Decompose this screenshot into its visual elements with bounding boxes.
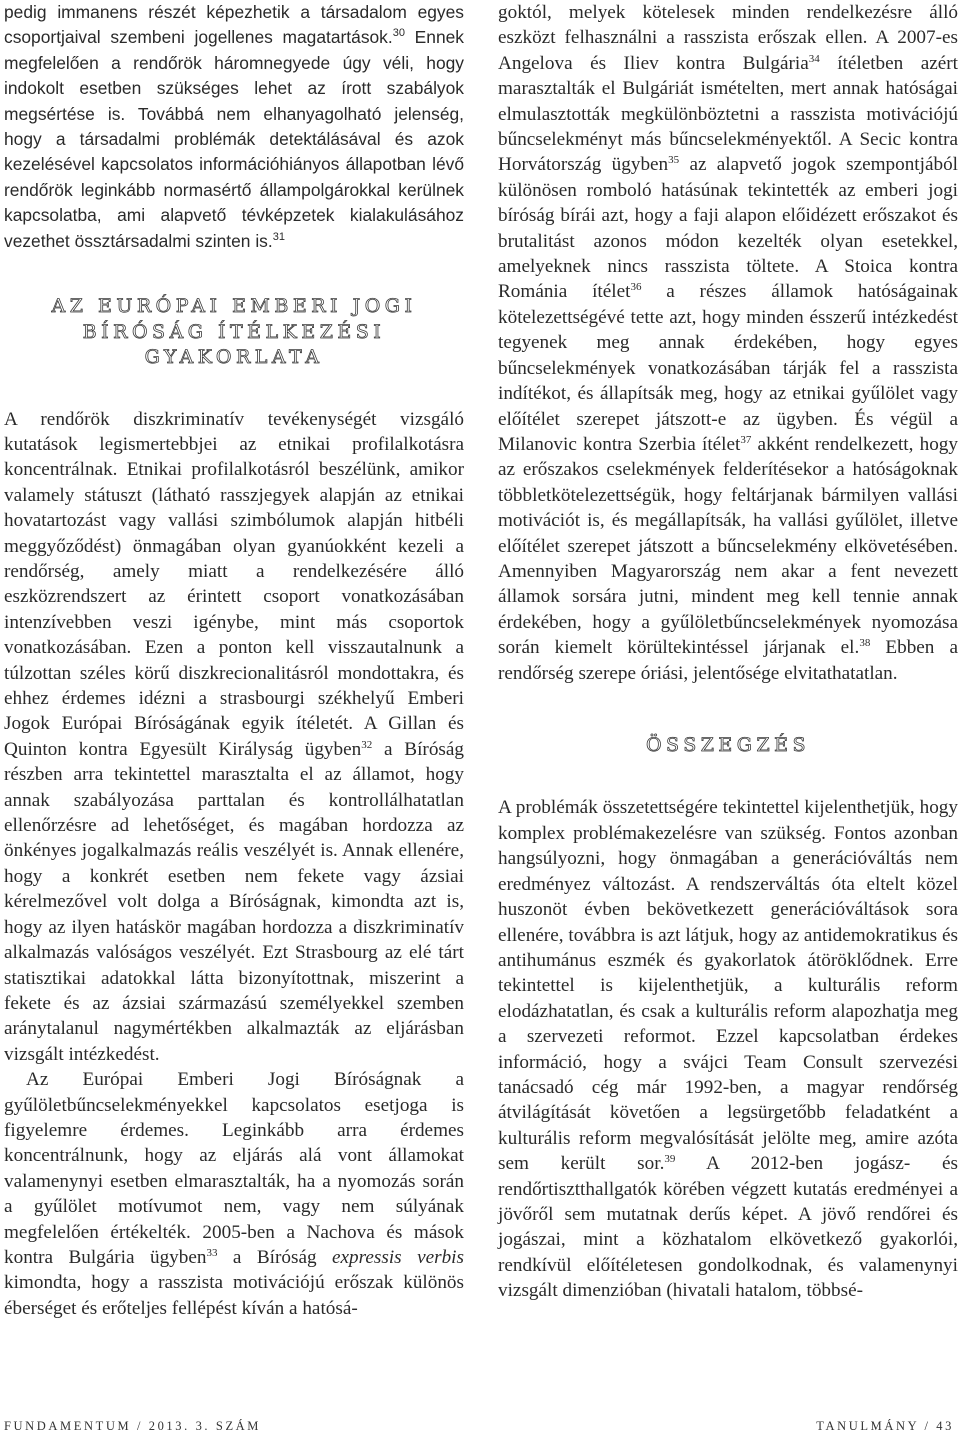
footnote-ref[interactable]: 30 [392,27,405,40]
footer-journal: FUNDAMENTUM / 2013. 3. SZÁM [4,1419,262,1433]
footnote-ref[interactable]: 35 [668,154,680,167]
text-span: ítéletben azért marasztalták el Bulgáriát ismételten, mert annak hatóságai elmulasztották megkülönböztetni a rasszista motivációjú bűncselekményt más bűncselekményektől. A Secic kontra Horvátország ügyben [498,52,958,176]
footnote-ref[interactable]: 31 [272,230,285,243]
text-span: a részes államok hatóságainak kötelezettségévé tette azt, hogy minden ésszerű intézkedést tegyenek meg annak érdekében, hogy egyes bűncselekmények vonatkozásában tárják fel a rasszista indítékot, és állapítsák meg, hogy az etnikai gyűlölet vagy előítélet szerepet játszott-e az ügyben. És végül a Milanovic kontra Szerbia ítélet [498,281,958,455]
text-span: akként rendelkezett, hogy az erőszakos cselekmények felderítésekor a hatóságoknak többletkötelezettségük, hogy feltárjanak bármilyen vallási motivációt is, és megállapítsák, ha vallási gyűlölet, illetve előítélet szerepet játszott a bűncselekmény elkövetésében. Amennyiben Magyarország nem akar a fent nevezett államok sorsára jutni, mindent meg kell tennie annak érdekében, hogy a gyűlöletbűncselekmények nyomozása során kiemelt körültekintéssel járjanak el. [498,433,958,659]
text-span: az alapvető jogok szempontjából különösen romboló hatásúnak tekintették az emberi jogi bíróság bírái azt, hogy a faji alapon előidézett erőszakot és brutalitást azonos módon kezelték olyan esetekkel, amelyeknek nincs rasszista töltete. A Stoica kontra Románia ítélet [498,154,959,303]
section-heading: AZ EURÓPAI EMBERI JOGI BÍRÓSÁG ÍTÉLKEZÉSI GYAKORLATA [51,295,417,369]
footnote-ref[interactable]: 39 [664,1153,676,1166]
text-span: Ennek megfelelően a rendőrök háromnegyede úgy véli, hogy indokolt esetben szükséges lehet az írott szabályok megsértése is. Továbbá nem elhanyagolható jelenség, hogy a társadalmi problémák detektálásával és azok kezelésével kapcsolatos információhiányos állapotban lévő rendőrök leginkább normasértő állampolgárokkal kerülnek kapcsolatba, ami alapvető tévképzetek kialakulásához vezethet össztársadalmi szinten is. [4,27,464,251]
text-span: Az Európai Emberi Jogi Bíróságnak a gyűlöletbűncselekményekkel kapcsolatos esetjoga is figyelemre érdemes. Leginkább arra érdemes koncentrálnunk, hogy az eljárás alá vont államokat valamenynyi esetben elmarasztalták, ha a nyomozás során a gyűlölet motívumot nem, vagy nem súlyának megfelelően értékelték. 2005-ben a Nachova és mások kontra Bulgária ügyben [4,1069,464,1268]
paragraph [498,795,958,1303]
right-column [498,0,958,1304]
footnote-ref[interactable]: 38 [859,637,871,650]
text-span: A 2012-ben jogász- és rendőrtisztthallgatók körében végzett kutatás eredményei a jövőről sem mutatnak derűs képet. A jövő rendőrei és jogászai, mint a közhatalom elkövetkező gyakorlói, rendkívül előítéletesen gondolkodnak, és valamenynyi vizsgált dimenzióban (hivatali hatalom, többsé- [498,1153,958,1302]
italic-term: expressis verbis [332,1246,464,1268]
footnote-ref[interactable]: 34 [808,52,820,65]
footnote-ref[interactable]: 32 [361,738,373,751]
text-span: A rendőrök diszkriminatív tevékenységét vizsgáló kutatások legismertebbjei az etnikai profilalkotásra koncentrálnak. Etnikai profilalkotásról beszélünk, amikor valamely státuszt (látható rasszjegyek alapján az etnikai hovatartozást vagy vallási szimbólumok alapján hitbéli meggyőződést) önmagában olyan gyanúokként kezeli a rendőrség, amely miatt a rendelkezésére álló eszközrendszert az érintett csoport vonatkozásában intenzívebben veszi igénybe, mint más csoportok vonatkozásában. Ezen a ponton kell visszautalnunk a túlzottan széles körű diszkrecionalitásról mondottakra, és ehhez érdemes idézni a strasbourgi székhelyű Emberi Jogok Európai Bíróságának egyik ítéletét. A Gillan és Quinton kontra Egyesült Királyság ügyben [4,408,464,760]
left-column [4,0,464,1321]
text-span: a Bíróság [217,1246,333,1268]
footnote-ref[interactable]: 33 [206,1246,218,1259]
paragraph [498,0,958,686]
footnote-ref[interactable]: 36 [630,281,642,294]
footer-page-number: TANULMÁNY / 43 [816,1419,954,1433]
paragraph [4,1067,464,1321]
section-heading: ÖSSZEGZÉS [645,733,811,756]
footnote-ref[interactable]: 37 [740,433,752,446]
text-span: A problémák összetettségére tekintettel kijelenthetjük, hogy komplex problémakezelésre van szükség. Fontos azonban hangsúlyozni, hogy önmagában a generációváltás nem eredményez változást. A rendszerváltás óta eltelt közel huszonöt évben bekövetkezett generációváltások sora ellenére, továbbra is azt látjuk, hogy az antidemokratikus és antihumánus eszmék és gyakorlatok átöröklődnek. Erre tekintettel is kijelenthetjük, a kulturális reform elodázhatatlan, és csak a kulturális reform alapozhatja meg a szervezeti reformot. Ezzel kapcsolatban érdekes információ, hogy a svájci Team Consult szervezési tanácsadó cég már 1992-ben, a magyar rendőrség átvilágítását követően a legsürgetőbb feladatként a kulturális reform megvalósítását jelölte meg, amire azóta sem került sor. [498,797,958,1175]
text-span: a Bíróság részben arra tekintettel marasztalta el az államot, hogy annak szabályozása parttalan és kontrollálhatatlan ellenőrzésre ad lehetőséget, és magában hordozza az önkényes jogalkalmazás reális veszélyét is. Annak ellenére, hogy a konkrét esetben nem fekete vagy ázsiai kérelmezővel volt dolga a Bíróságnak, kimondta azt is, hogy az ilyen hatáskör magában hordozza a diszkriminatív alkalmazás valóságos veszélyét. Ezt Strasbourg az elé tárt statisztikai adatokkal látta bizonyítottnak, miszerint a fekete és az ázsiai származású személyekkel szemben aránytalanul nagymértékben alkalmazták az eljárásban vizsgált intézkedést. [4,738,464,1065]
text-span: goktól, melyek kötelesek minden rendelkezésre álló eszközt felhasználni a rasszista erőszak ellen. A 2007-es Angelova és Iliev kontra Bulgária [498,2,958,74]
text-span: pedig immanens részét képezhetik a társadalom egyes csoportjaival szembeni jogellenes magatartások. [4,2,464,48]
text-span: Ebben a rendőrség szerepe óriási, jelentősége elvitathatatlan. [498,637,958,684]
text-span: kimondta, hogy a rasszista motivációjú erőszak különös éberséget és erőteljes fellépést kíván a hatósá- [4,1272,464,1319]
paragraph [4,0,464,254]
paragraph [4,407,464,1068]
